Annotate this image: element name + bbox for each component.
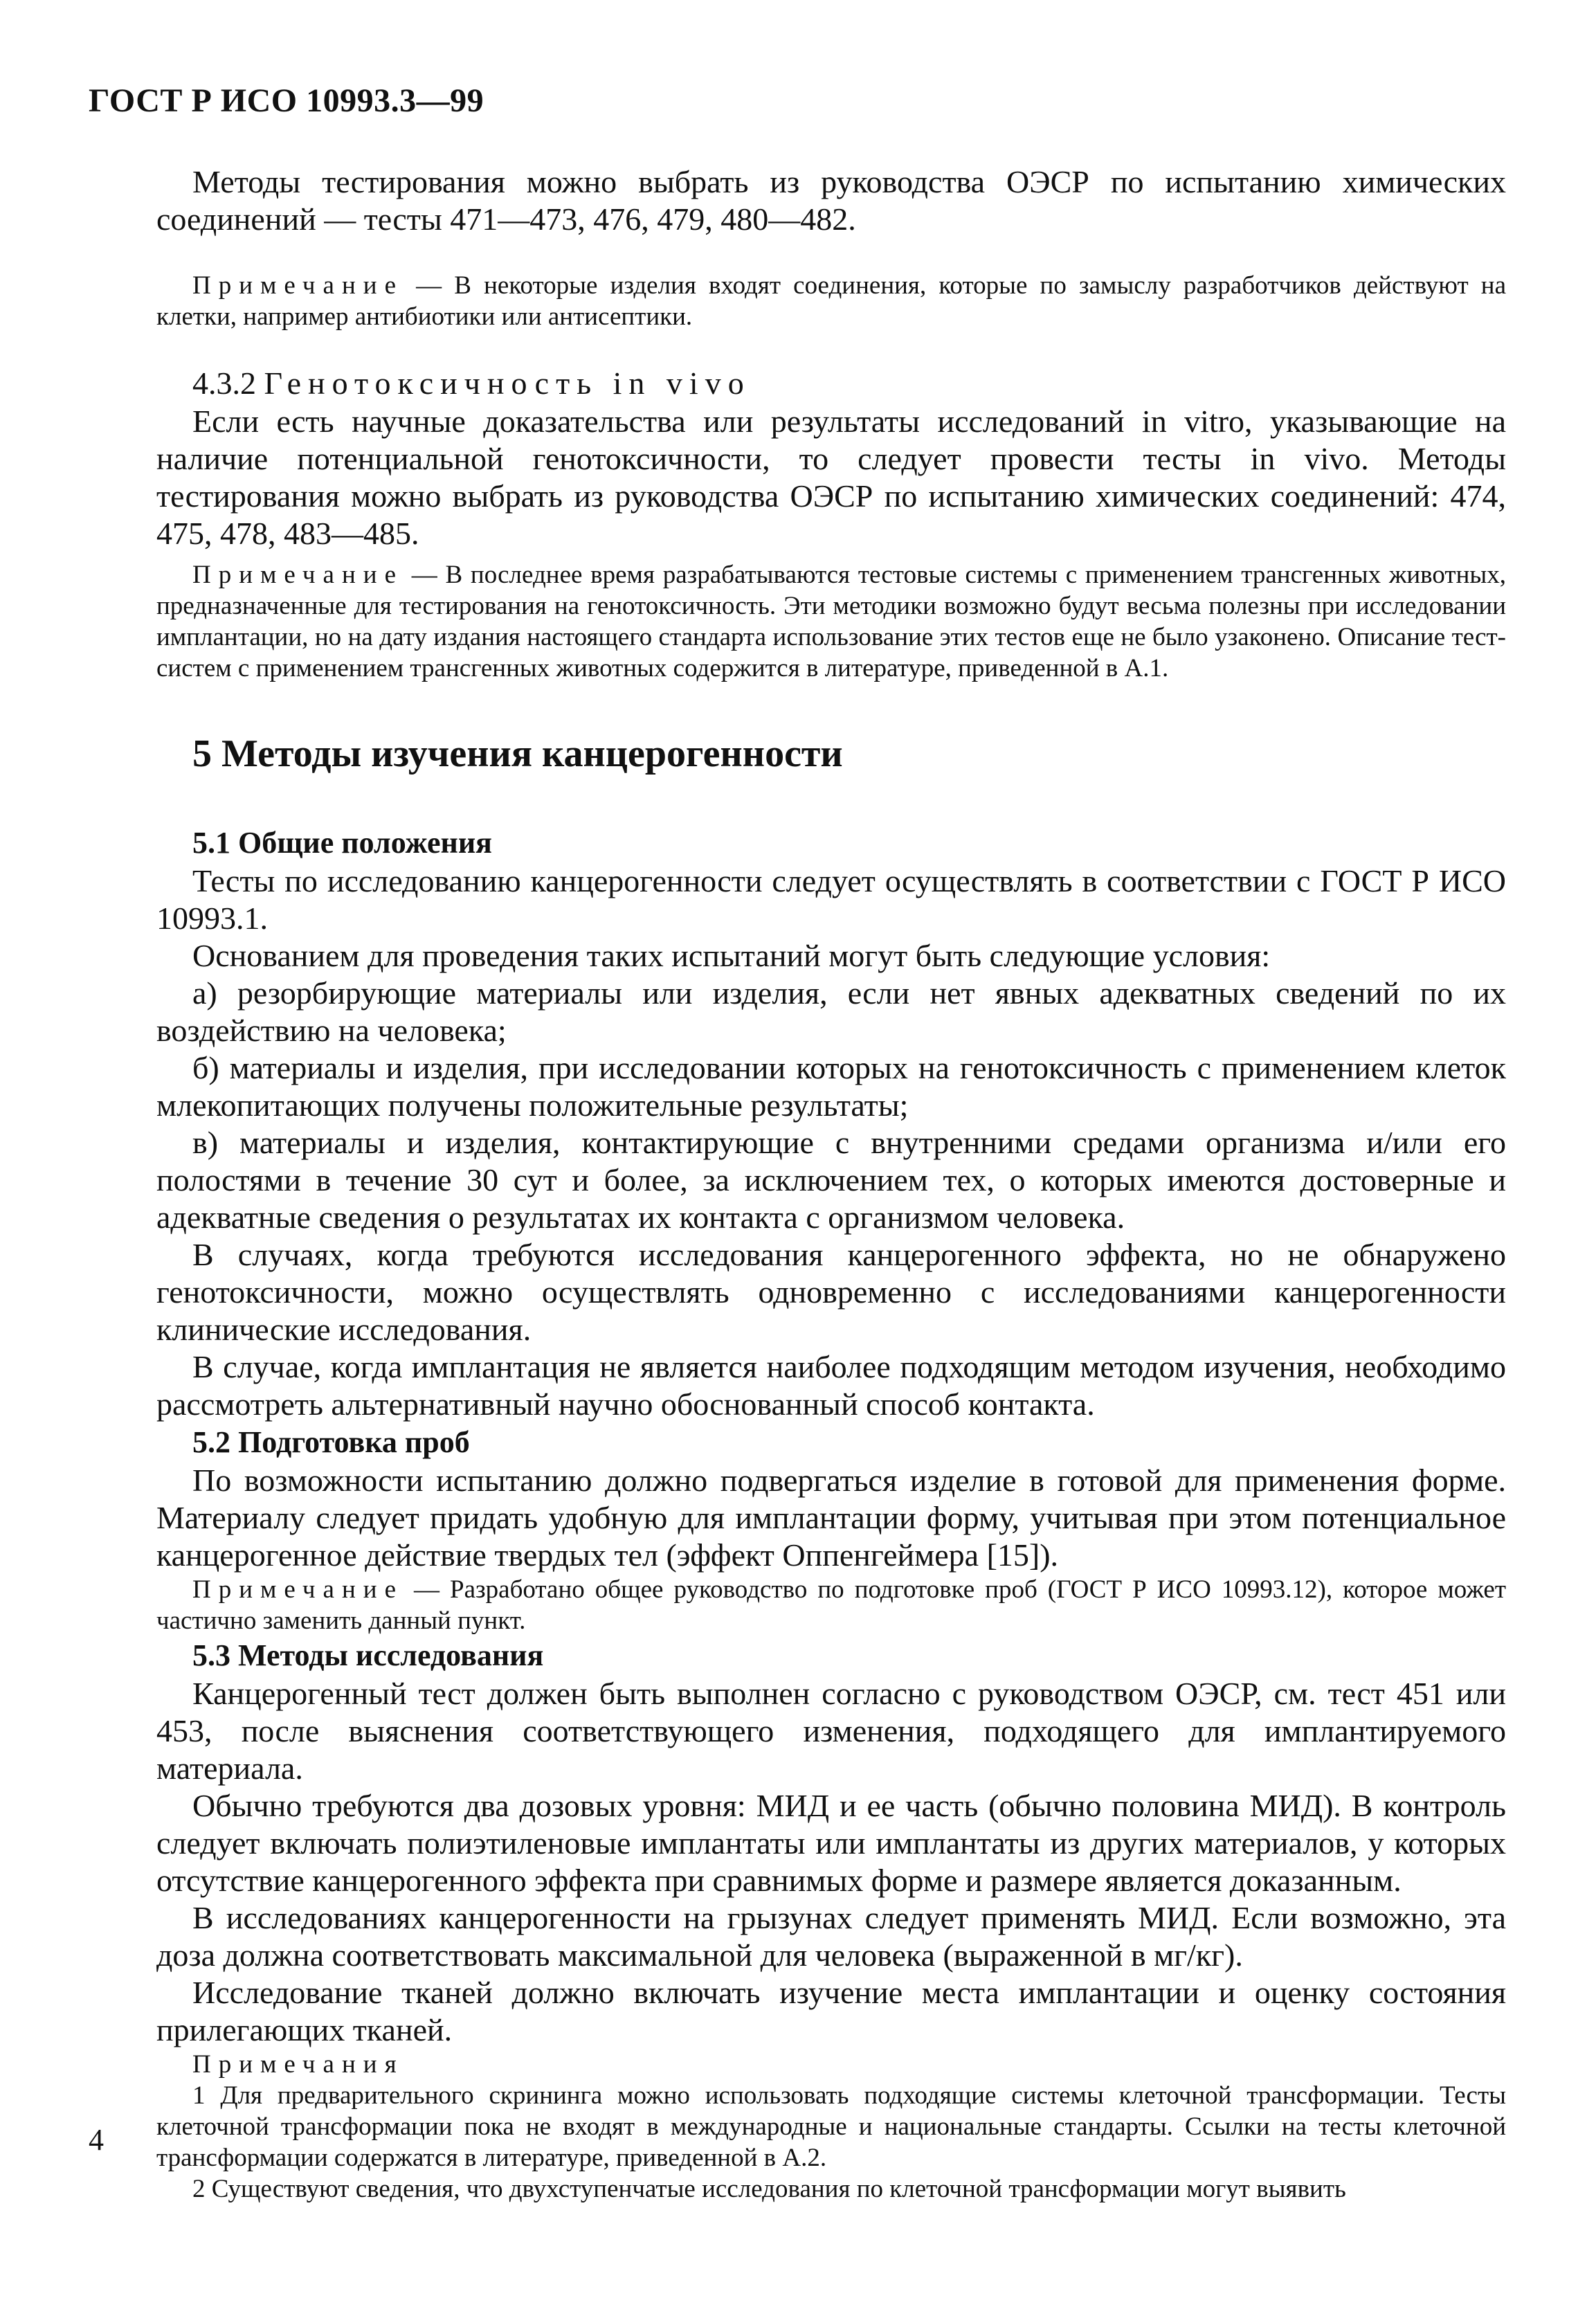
note-label: Примечание xyxy=(192,561,403,589)
s53-note-1: 1 Для предварительного скрининга можно использовать подходящие системы клеточной трансформации. Тесты клеточной трансформации пока не входят в международные и национальные стандарты. Ссылки на тесты клеточной трансформации содержатся в литературе, приведенной в А.2. xyxy=(156,2081,1506,2172)
s52-note xyxy=(156,1574,1506,1636)
s53-notes-title: Примечания xyxy=(192,2050,404,2079)
subsection-5-1-title: 5.1 Общие положения xyxy=(192,826,492,860)
s52-paragraph-1: По возможности испытанию должно подвергаться изделие в готовой для применения форме. Материалу следует придать удобную для имплантации форму, учитывая при этом потенциальное канцерогенное действие твердых тел (эффект Оппенгеймера [15]). xyxy=(156,1463,1506,1573)
note-label: Примечание xyxy=(192,1575,403,1604)
intro-note xyxy=(156,270,1506,332)
s53-paragraph-1: Канцерогенный тест должен быть выполнен согласно с руководством ОЭСР, см. тест 451 или 453, после выяснения соответствующего изменения, подходящего для имплантируемого материала. xyxy=(156,1676,1506,1786)
s53-paragraph-2: Обычно требуются два дозовых уровня: МИД и ее часть (обычно половина МИД). В контроль следует включать полиэтиленовые имплантаты или имплантаты из других материалов, у которых отсутствие канцерогенного эффекта при сравнимых форме и размере является доказанным. xyxy=(156,1788,1506,1898)
note-text: — Разработано общее руководство по подготовке проб (ГОСТ Р ИСО 10993.12), которое может частично заменить данный пункт. xyxy=(156,1575,1506,1635)
intro-methods-paragraph: Методы тестирования можно выбрать из руководства ОЭСР по испытанию химических соединений — тесты 471—473, 476, 479, 480—482. xyxy=(156,164,1506,237)
subsection-4-3-2-paragraph: Если есть научные доказательства или результаты исследований in vitro, указывающие на наличие потенциальной генотоксичности, то следует провести тесты in vivo. Методы тестирования можно выбрать из руководства ОЭСР по испытанию химических соединений: 474, 475, 478, 483—485. xyxy=(156,404,1506,551)
s53-paragraph-4: Исследование тканей должно включать изучение места имплантации и оценку состояния прилегающих тканей. xyxy=(156,1975,1506,2047)
s51-paragraph-4: В случае, когда имплантация не является наиболее подходящим методом изучения, необходимо рассмотреть альтернативный научно обоснованный способ контакта. xyxy=(156,1349,1506,1422)
note-label: Примечание xyxy=(192,271,403,300)
s51-paragraph-3: В случаях, когда требуются исследования канцерогенного эффекта, но не обнаружено генотоксичности, можно осуществлять одновременно с исследованиями канцерогенности клинические исследования. xyxy=(156,1237,1506,1347)
subsection-4-3-2-heading xyxy=(156,364,1506,403)
subsection-5-2-title: 5.2 Подготовка проб xyxy=(192,1425,470,1459)
note-text: — В некоторые изделия входят соединения, которые по замыслу разработчиков действуют на клетки, например антибиотики или антисептики. xyxy=(156,271,1506,331)
page-body xyxy=(156,163,1506,2205)
s53-note-2: 2 Существуют сведения, что двухступенчатые исследования по клеточной трансформации могут выявить xyxy=(192,2175,1346,2203)
note-text: — В последнее время разрабатываются тестовые системы с применением трансгенных животных, предназначенные для тестирования на генотоксичность. Эти методики возможно будут весьма полезны при исследовании имплантации, но на дату издания настоящего стандарта использование этих тестов еще не было узаконено. Описание тест-систем с применением трансгенных животных содержится в литературе, приведенной в А.1. xyxy=(156,561,1506,682)
subsection-number: 4.3.2 xyxy=(192,365,264,401)
s51-paragraph-1: Тесты по исследованию канцерогенности следует осуществлять в соответствии с ГОСТ Р ИСО 10993.1. xyxy=(156,863,1506,936)
section-5-title: 5 Методы изучения канцерогенности xyxy=(192,732,843,775)
page-number: 4 xyxy=(89,2123,104,2157)
standard-header: ГОСТ Р ИСО 10993.3—99 xyxy=(89,82,484,119)
subsection-5-3-title: 5.3 Методы исследования xyxy=(192,1638,544,1672)
s51-paragraph-2: Основанием для проведения таких испытаний могут быть следующие условия: xyxy=(192,938,1271,973)
subsection-title: Генотоксичность in vivo xyxy=(264,365,751,401)
s53-paragraph-3: В исследованиях канцерогенности на грызунах следует применять МИД. Если возможно, эта доза должна соответствовать максимальной для человека (выраженной в мг/кг). xyxy=(156,1900,1506,1973)
subsection-4-3-2-note xyxy=(156,559,1506,684)
s51-list-item-c: в) материалы и изделия, контактирующие с внутренними средами организма и/или его полостями в течение 30 сут и более, за исключением тех, о которых имеются достоверные и адекватные сведения о результатах их контакта с организмом человека. xyxy=(156,1125,1506,1235)
s51-list-item-a: а) резорбирующие материалы или изделия, если нет явных адекватных сведений по их воздействию на человека; xyxy=(156,975,1506,1048)
s51-list-item-b: б) материалы и изделия, при исследовании которых на генотоксичность с применением клеток млекопитающих получены положительные результаты; xyxy=(156,1050,1506,1123)
